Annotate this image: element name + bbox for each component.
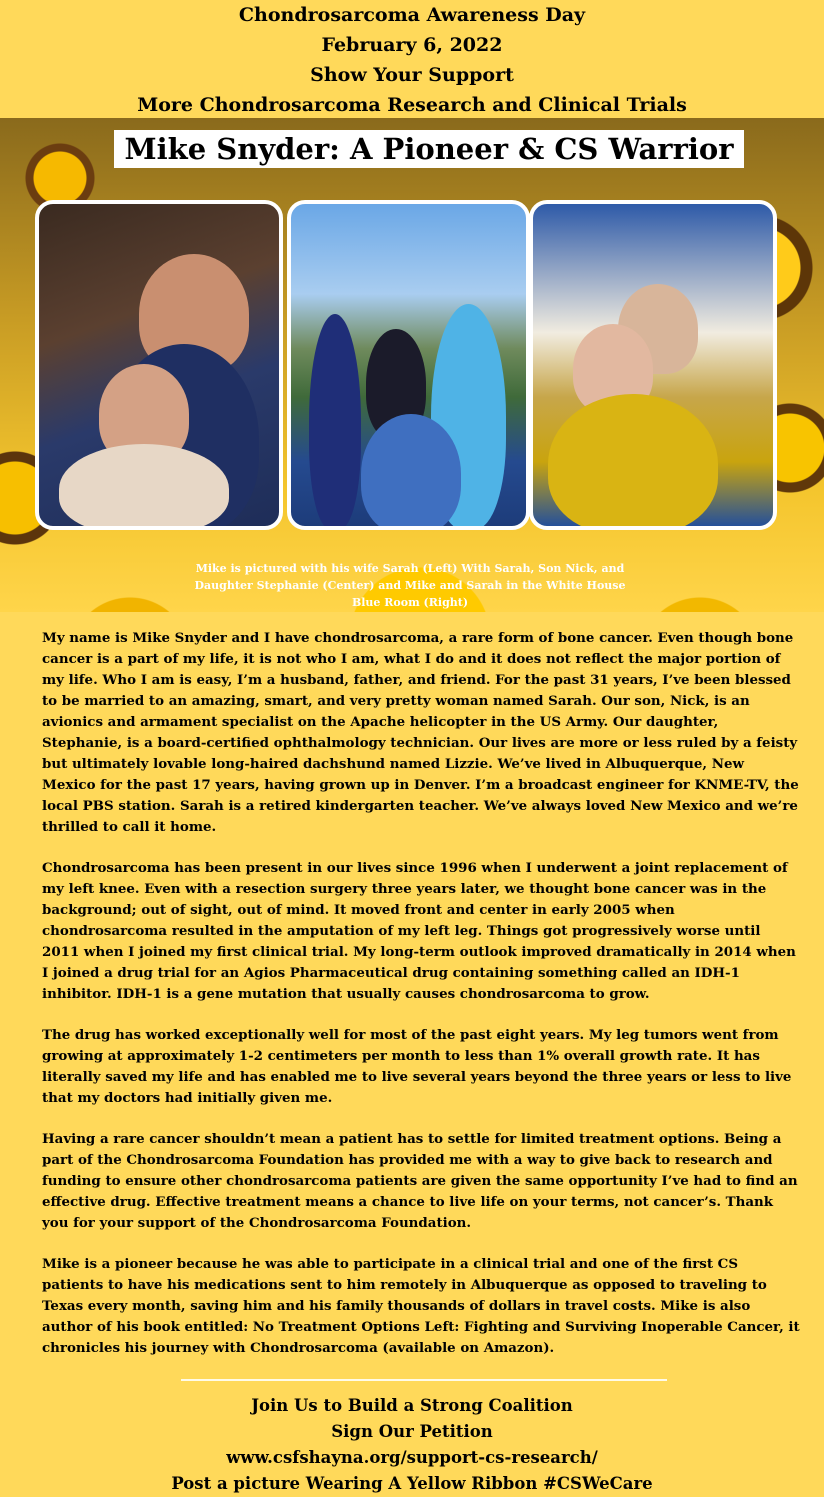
photo-caption: Mike is pictured with his wife Sarah (Left) With Sarah, Son Nick, and Daughter Stephanie (Center) and Mike and Sarah in the White House Blue Room (Right) <box>194 562 626 609</box>
paragraph-history: Chondrosarcoma has been present in our lives since 1996 when I underwent a joint replacement of my left knee. Even with a resection surgery three years later, we thought bone cancer was in the background; out of sight, out of mind. It moved front and center in early 2005 when chondrosarcoma resulted in the amputation of my left leg. Things got progressively worse until 2011 when I joined my first clinical trial. My long-term outlook improved dramatically in 2014 when I joined a drug trial for an Agios Pharmaceutical drug containing something called an IDH-1 inhibitor. IDH-1 is a gene mutation that usually causes chondrosarcoma to grow. <box>42 860 796 1002</box>
paragraph-rare-cancer: Having a rare cancer shouldn’t mean a patient has to settle for limited treatment options. Being a part of the Chondrosarcoma Foundation has provided me with a way to give back to research and funding to ensure other chondrosarcoma patients are given the same opportunity I’ve had to find an effective drug. Effective treatment means a chance to live life on your terms, not cancer’s. Thank you for your support of the Chondrosarcoma Foundation. <box>42 1131 798 1231</box>
paragraph-pioneer: Mike is a pioneer because he was able to participate in a clinical trial and one of the first CS patients to have his medications sent to him remotely in Albuquerque as opposed to traveling to Texas every month, saving him and his family thousands of dollars in travel costs. Mike is also author of his book entitled: No Treatment Options Left: Fighting and Surviving Inoperable Cancer, it chronicles his journey with Chondrosarcoma (available on Amazon). <box>42 1256 800 1356</box>
hero-title: Mike Snyder: A Pioneer & CS Warrior <box>124 132 734 166</box>
page-header <box>0 0 824 118</box>
header-line-support: Show Your Support <box>310 64 514 86</box>
photo-white-house <box>529 200 777 530</box>
cta-coalition: Join Us to Build a Strong Coalition <box>251 1396 573 1415</box>
article-body <box>0 612 824 1359</box>
hero-title-box <box>114 130 744 168</box>
photo-mike-and-sarah <box>35 200 283 530</box>
call-to-action <box>0 1381 824 1497</box>
paragraph-drug: The drug has worked exceptionally well for most of the past eight years. My leg tumors went from growing at approximately 1-2 centimeters per month to less than 1% overall growth rate. It has literally saved my life and has enabled me to live several years beyond the three years or less to live that my doctors had initially given me. <box>42 1027 792 1106</box>
photo-family <box>287 200 530 530</box>
header-line-event: Chondrosarcoma Awareness Day <box>238 4 586 26</box>
cta-ribbon: Post a picture Wearing A Yellow Ribbon #CSWeCare <box>171 1474 653 1493</box>
header-line-date: February 6, 2022 <box>321 34 503 56</box>
hero-banner <box>0 118 824 612</box>
header-line-research: More Chondrosarcoma Research and Clinical Trials <box>137 94 687 116</box>
cta-petition: Sign Our Petition <box>331 1422 493 1441</box>
cta-url-link[interactable]: www.csfshayna.org/support-cs-research/ <box>226 1448 598 1467</box>
paragraph-intro: My name is Mike Snyder and I have chondrosarcoma, a rare form of bone cancer. Even though bone cancer is a part of my life, it is not who I am, what I do and it does not reflect the major portion of my life. Who I am is easy, I’m a husband, father, and friend. For the past 31 years, I’ve been blessed to be married to an amazing, smart, and very pretty woman named Sarah. Our son, Nick, is an avionics and armament specialist on the Apache helicopter in the US Army. Our daughter, Stephanie, is a board-certified ophthalmology technician. Our lives are more or less ruled by a feisty but ultimately lovable long-haired dachshund named Lizzie. We’ve lived in Albuquerque, New Mexico for the past 17 years, having grown up in Denver. I’m a broadcast engineer for KNME-TV, the local PBS station. Sarah is a retired kindergarten teacher. We’ve always loved New Mexico and we’re thrilled to call it home. <box>42 630 799 835</box>
